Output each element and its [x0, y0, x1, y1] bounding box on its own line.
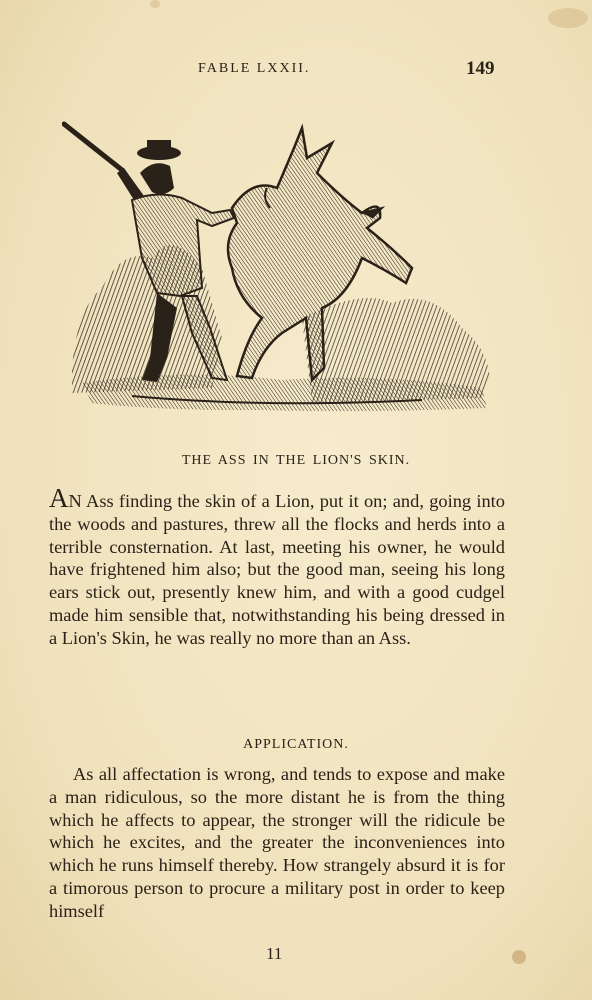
- application-paragraph: As all affectation is wrong, and tends to expose and make a man ridiculous, so the more distant he is from the thing which he affects to appear, the stronger will the ridicule be which he excites, and the greater the inconveniences into which he runs himself thereby. How strangely absurd it is for a timorous person to procure a military post in order to keep himself: [49, 764, 505, 921]
- paper-stain: [150, 0, 160, 8]
- running-head: [0, 58, 592, 82]
- fable-paragraph: [49, 483, 505, 650]
- fable-number: FABLE LXXII.: [198, 61, 311, 76]
- paper-stain: [512, 950, 526, 964]
- paper-stain: [548, 8, 588, 28]
- application-heading: APPLICATION.: [243, 737, 349, 752]
- drop-cap-initial: A: [49, 483, 69, 513]
- woodcut-man-with-stick-and-ass-icon: [62, 118, 492, 418]
- fable-title: THE ASS IN THE LION'S SKIN.: [181, 453, 411, 468]
- signature-mark: 11: [266, 944, 283, 963]
- page-number: 149: [466, 58, 495, 79]
- fable-text: N Ass finding the skin of a Lion, put it on; and, going into the woods and pastures, threw all the flocks and herds into a terrible consternation. At last, meeting his owner, he would have frightened him also; but the good man, seeing his long ears stick out, presently knew him, and with a good cudgel made him sensible that, notwithstanding his being dressed in a Lion's Skin, he was really no more than an Ass.: [49, 491, 505, 648]
